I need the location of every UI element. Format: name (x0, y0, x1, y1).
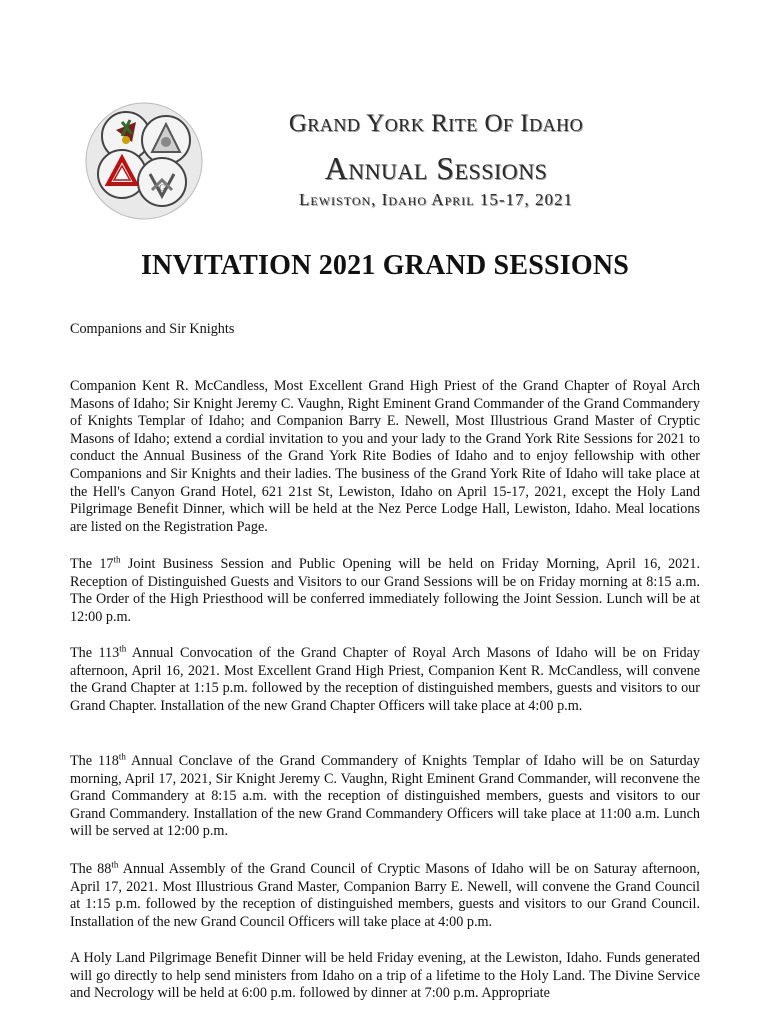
ordinal-suffix: th (113, 554, 121, 565)
york-rite-emblem-logo (84, 100, 204, 222)
paragraph-text: Joint Business Session and Public Opening will be held on Friday Morning, April 16, 2021. Reception of Distinguished Guests and Visitors to our Grand Sessions will be on Friday morning at 8:15 a.m. The Order of the High Priesthood will be conferred immediately following the Joint Session. Lunch will be at 12:00 p.m. (70, 556, 700, 625)
ordinal-suffix: th (119, 643, 127, 654)
header-location-date: Lewiston, Idaho April 15-17, 2021 (299, 190, 573, 209)
svg-text:G: G (159, 183, 166, 193)
grand-chapter-paragraph (70, 645, 700, 715)
header-organization-name: Grand York Rite Of Idaho (288, 110, 584, 137)
ordinal: The 88 (70, 861, 112, 877)
paragraph-text: Annual Assembly of the Grand Council of Cryptic Masons of Idaho will be on Saturay afternoon, April 17, 2021. Most Illustrious Grand Master, Companion Barry E. Newell, will convene the Grand Council at 1:15 p.m. followed by the reception of distinguished members, guests and visitors to our Grand Council. Installation of the new Grand Council Officers will take place at 4:00 p.m. (70, 861, 701, 930)
salutation: Companions and Sir Knights (70, 321, 235, 337)
benefit-dinner-paragraph: A Holy Land Pilgrimage Benefit Dinner will be held Friday evening, at the Lewiston, Idaho. Funds generated will go directly to help send ministers from Idaho on a trip of a lifetime to the Holy Land. The Divine Service and Necrology will be held at 6:00 p.m. followed by dinner at 7:00 p.m. Appropriate (70, 950, 700, 1002)
document-title: INVITATION 2021 GRAND SESSIONS (140, 250, 630, 281)
grand-council-paragraph (70, 861, 700, 931)
paragraph-text: Annual Conclave of the Grand Commandery of Knights Templar of Idaho will be on Saturday morning, April 17, 2021, Sir Knight Jeremy C. Vaughn, Right Eminent Grand Commander, will reconvene the Grand Commandery at 8:15 a.m. with the reception of distinguished members, guests and visitors to our Grand Commandery. Installation of the new Grand Commandery Officers will take place at 11:00 a.m. Lunch will be served at 12:00 p.m. (70, 753, 700, 840)
ordinal-suffix: th (111, 859, 119, 870)
paragraph-text: Annual Convocation of the Grand Chapter of Royal Arch Masons of Idaho will be on Friday afternoon, April 16, 2021. Most Excellent Grand High Priest, Companion Kent R. McCandless, will convene the Grand Chapter at 1:15 p.m. followed by the reception of distinguished members, guests and visitors to our Grand Chapter. Installation of the new Grand Chapter Officers will take place at 4:00 p.m. (70, 645, 700, 714)
joint-session-paragraph (70, 556, 700, 626)
header-event-name: Annual Sessions (324, 150, 548, 186)
grand-commandery-paragraph (70, 753, 700, 841)
ordinal: The 17 (70, 556, 114, 572)
ordinal: The 113 (70, 645, 120, 661)
ordinal: The 118 (70, 753, 119, 769)
ordinal-suffix: th (118, 751, 126, 762)
invitation-paragraph: Companion Kent R. McCandless, Most Excellent Grand High Priest of the Grand Chapter of Royal Arch Masons of Idaho; Sir Knight Jeremy C. Vaughn, Right Eminent Grand Commander of the Grand Commandery of Knights Templar of Idaho; and Companion Barry E. Newell, Most Illustrious Grand Master of Cryptic Masons of Idaho; extend a cordial invitation to you and your lady to the Grand York Rite Sessions for 2021 to conduct the Annual Business of the Grand York Rite Bodies of Idaho and to enjoy fellowship with other Companions and Sir Knights and their ladies. The business of the Grand York Rite of Idaho will take place at the Hell's Canyon Grand Hotel, 621 21st St, Lewiston, Idaho on April 15-17, 2021, except the Holy Land Pilgrimage Benefit Dinner, which will be held at the Nez Perce Lodge Hall, Lewiston, Idaho. Meal locations are listed on the Registration Page. (70, 378, 700, 535)
